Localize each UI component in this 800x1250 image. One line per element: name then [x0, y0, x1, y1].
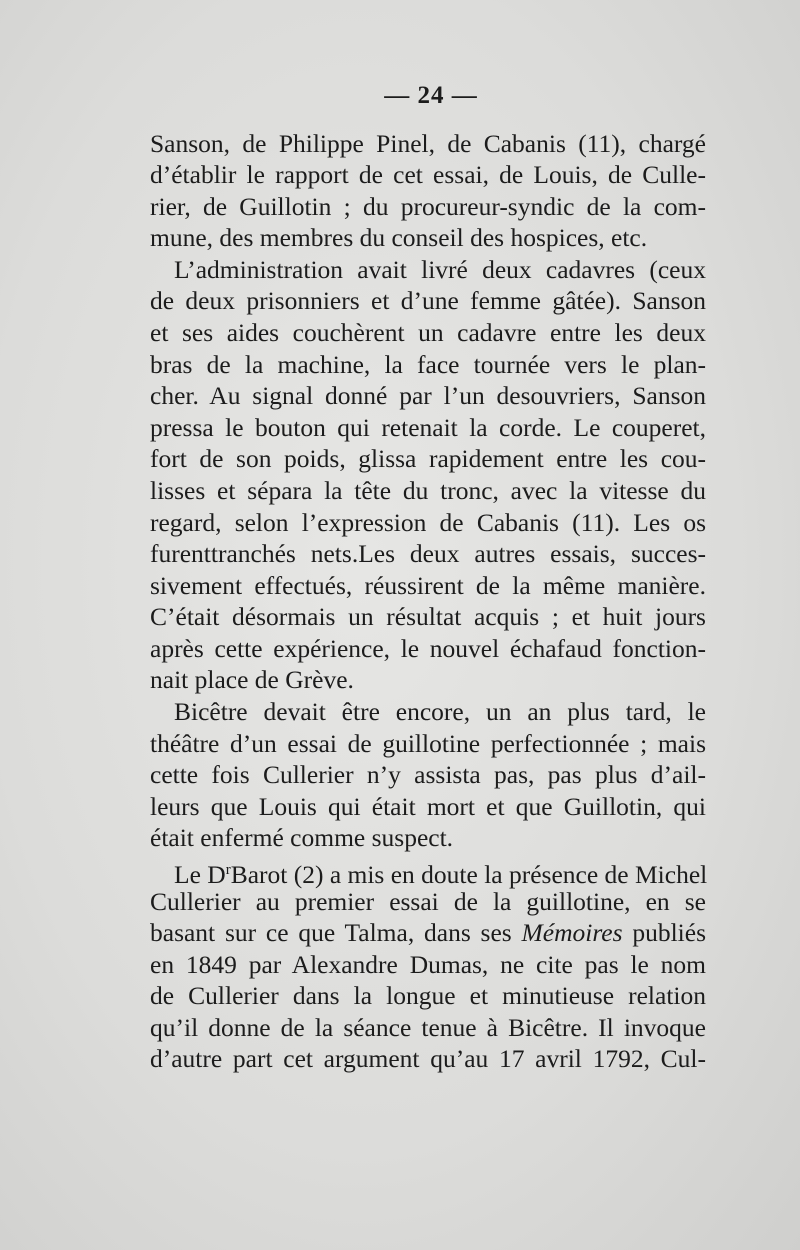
text-line: Sanson, de Philippe Pinel, de Cabanis (11), chargé	[150, 129, 706, 158]
text-line: leurs que Louis qui était mort et que Guillotin, qui	[150, 792, 706, 821]
text-line: regard, selon l’expression de Cabanis (11). Les os	[150, 508, 706, 537]
text-line: furenttranchés nets.Les deux autres essais, succes-	[150, 539, 706, 568]
text-line: C’était désormais un résultat acquis ; et huit jours	[150, 602, 706, 631]
text-fragment: Le D	[174, 860, 226, 889]
superscript: r	[225, 862, 231, 878]
text-line: nait place de Grève.	[150, 665, 354, 694]
text-line: et ses aides couchèrent un cadavre entre les deux	[150, 318, 706, 347]
text-fragment: basant sur ce que Talma, dans ses	[150, 918, 522, 947]
italic-title: Mémoires	[521, 918, 623, 947]
text-line: était enfermé comme suspect.	[150, 823, 454, 852]
text-line: de deux prisonniers et d’une femme gâtée). Sanson	[150, 286, 706, 315]
text-line: cette fois Cullerier n’y assista pas, pas plus d’ail-	[150, 760, 706, 789]
page-number: — 24 —	[384, 82, 478, 109]
text-line: bras de la machine, la face tournée vers le plan-	[150, 350, 706, 379]
text-line: d’établir le rapport de cet essai, de Louis, de Culle-	[150, 160, 706, 189]
text-line: sivement effectués, réussirent de la même manière.	[150, 571, 706, 600]
text-line: qu’il donne de la séance tenue à Bicêtre. Il invoque	[150, 1013, 706, 1042]
text-line: L’administration avait livré deux cadavres (ceux	[174, 255, 706, 284]
text-line	[150, 916, 706, 950]
text-line: après cette expérience, le nouvel échafaud fonction-	[150, 634, 706, 663]
text-line: pressa le bouton qui retenait la corde. Le couperet,	[150, 413, 706, 442]
text-line: Bicêtre devait être encore, un an plus tard, le	[174, 697, 706, 726]
text-line: de Cullerier dans la longue et minutieuse relation	[150, 981, 706, 1010]
text-line: théâtre d’un essai de guillotine perfectionnée ; mais	[150, 729, 706, 758]
text-line: lisses et sépara la tête du tronc, avec la vitesse du	[150, 476, 706, 505]
text-line: Cullerier au premier essai de la guillotine, en se	[150, 887, 706, 916]
text-line: fort de son poids, glissa rapidement entre les cou-	[150, 444, 706, 473]
text-fragment: Barot (2) a mis en doute la présence de Michel	[230, 860, 708, 889]
text-line: d’autre part cet argument qu’au 17 avril 1792, Cul-	[150, 1044, 706, 1073]
text-line: rier, de Guillotin ; du procureur-syndic de la com-	[150, 192, 706, 221]
text-line: cher. Au signal donné par l’un desouvriers, Sanson	[150, 381, 706, 410]
text-line: en 1849 par Alexandre Dumas, ne cite pas le nom	[150, 950, 706, 979]
text-line: mune, des membres du conseil des hospices, etc.	[150, 223, 648, 252]
text-fragment: publiés	[622, 918, 707, 947]
